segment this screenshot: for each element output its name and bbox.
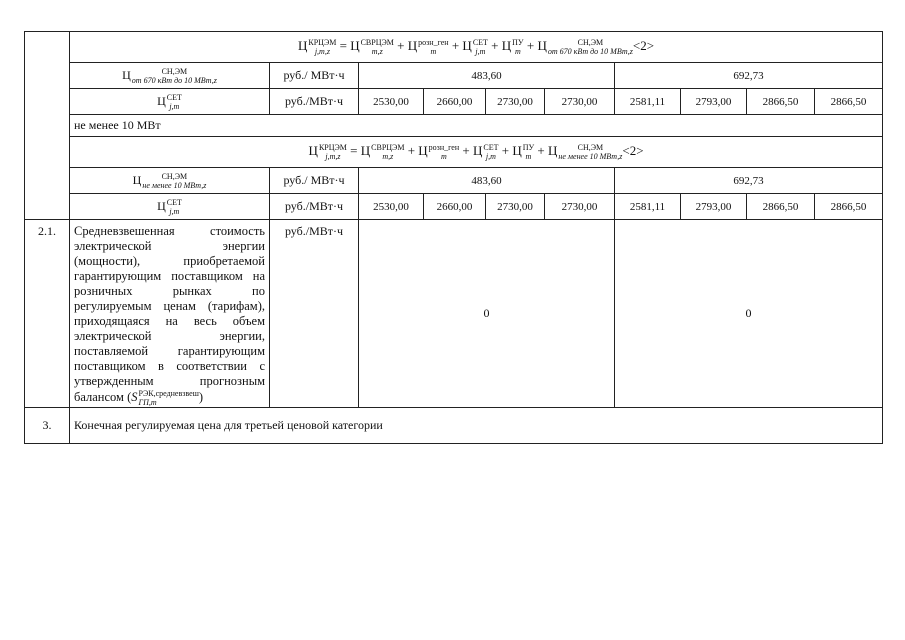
row-2-1 (25, 220, 883, 408)
formula-10mw: Ц КРЦЭМ j,m,z = Ц СВРЦЭМ m,z + Ц розн_ген m + Ц СЕТ j,m + Ц ПУ m + Ц СН,ЭМ не менее 10 МВт,z <2> (70, 137, 883, 168)
tariff-table-sheet (24, 31, 882, 444)
value-cell: 692,73 (615, 63, 883, 89)
section-10mw-label: не менее 10 МВт (70, 115, 883, 137)
value-cell: 692,73 (615, 168, 883, 194)
row-3 (25, 408, 883, 444)
left-number-cell (25, 32, 70, 220)
unit-cell: руб./ МВт·ч (270, 63, 359, 89)
value-cell: 0 (615, 220, 883, 408)
value-cell: 2581,11 (615, 194, 681, 220)
value-cell: 483,60 (359, 168, 615, 194)
row-3-description: Конечная регулируемая цена для третьей ценовой категории (70, 408, 883, 444)
value-cell: 2530,00 (359, 194, 424, 220)
value-cell: 2660,00 (424, 194, 486, 220)
value-cell: 2866,50 (815, 89, 883, 115)
section-10mw-row (25, 115, 883, 137)
formula-row-10mw (25, 137, 883, 168)
value-cell: 2660,00 (424, 89, 486, 115)
value-cell: 2730,00 (486, 194, 545, 220)
unit-cell: руб./МВт·ч (270, 89, 359, 115)
row-sn-670 (25, 63, 883, 89)
label-sn-10mw: Ц СН,ЭМ не менее 10 МВт,z (70, 168, 270, 194)
unit-cell: руб./МВт·ч (270, 194, 359, 220)
value-cell: 2730,00 (545, 89, 615, 115)
value-cell: 483,60 (359, 63, 615, 89)
value-cell: 2793,00 (681, 194, 747, 220)
unit-cell: руб./МВт·ч (270, 220, 359, 408)
value-cell: 0 (359, 220, 615, 408)
row-sn-10mw (25, 168, 883, 194)
value-cell: 2730,00 (545, 194, 615, 220)
value-cell: 2866,50 (815, 194, 883, 220)
value-cell: 2866,50 (747, 194, 815, 220)
formula-670: Ц КРЦЭМ j,m,z = Ц СВРЦЭМ m,z + Ц розн_ген m + Ц СЕТ j,m + Ц ПУ m + Ц СН,ЭМ от 670 кВт до 10 МВт,z <2> (70, 32, 883, 63)
row-number: 2.1. (25, 220, 70, 408)
value-cell: 2866,50 (747, 89, 815, 115)
unit-cell: руб./ МВт·ч (270, 168, 359, 194)
value-cell: 2530,00 (359, 89, 424, 115)
value-cell: 2730,00 (486, 89, 545, 115)
row-set-1 (25, 89, 883, 115)
value-cell: 2793,00 (681, 89, 747, 115)
row-set-2 (25, 194, 883, 220)
row-number: 3. (25, 408, 70, 444)
label-set: Ц СЕТ j,m (70, 89, 270, 115)
label-set: Ц СЕТ j,m (70, 194, 270, 220)
tariff-table (24, 31, 883, 444)
formula-row-670 (25, 32, 883, 63)
value-cell: 2581,11 (615, 89, 681, 115)
row-2-1-description: Средневзвешенная стоимость электрической энергии (мощности), приобретаемой гарантирующим поставщиком на розничных рынках по регулируемым ценам (тарифам), приходящаяся на весь объем электрической энергии, поставляемой гарантирующим поставщиком в соответствии с утвержденным прогнозным балансом (S РЭК,средневзвеш ГП,m ) (70, 220, 270, 408)
label-sn-670: Ц СН,ЭМ от 670 кВт до 10 МВт,z (70, 63, 270, 89)
